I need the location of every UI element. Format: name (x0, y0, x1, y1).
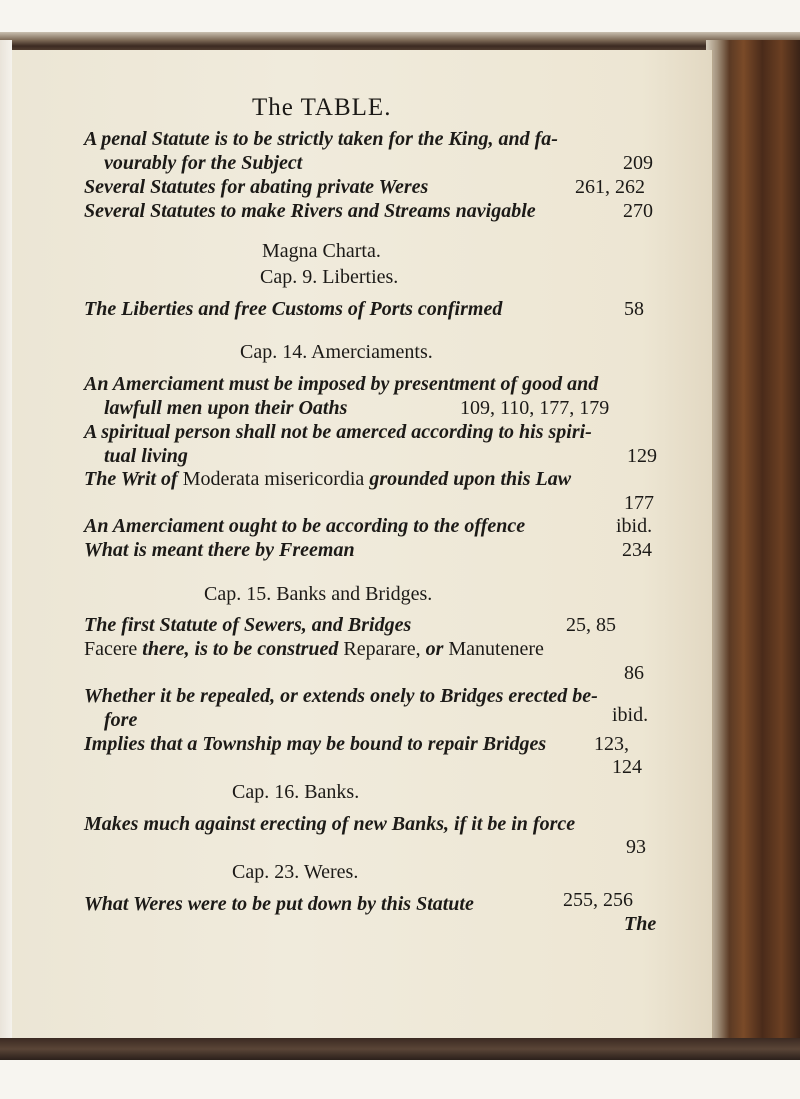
entry-text: What Weres were to be put down by this Statute (84, 893, 474, 915)
entry-text-italic: grounded upon this Law (369, 468, 572, 490)
entry-text: lawfull men upon their Oaths (104, 397, 348, 419)
catchword: The (624, 913, 657, 935)
entry-text-italic: there, is to be construed (142, 638, 339, 660)
entry-page: 25, 85 (566, 614, 616, 636)
entry-page: ibid. (616, 515, 653, 537)
entry-page: 234 (622, 539, 652, 561)
entry-page: 86 (624, 662, 644, 684)
entry-text-roman: Reparare, (343, 638, 421, 660)
entry-text: Makes much against erecting of new Banks, if it be in force (84, 813, 576, 835)
entry-page: 123, (594, 733, 629, 755)
entry-text: A penal Statute is to be strictly taken for the King, and fa- (84, 128, 558, 150)
book-spine (706, 40, 800, 1050)
book-edge-bottom (0, 1038, 800, 1060)
entry-page: 58 (624, 298, 644, 320)
entry-text: Implies that a Township may be bound to repair Bridges (84, 733, 547, 755)
entry-text-italic: or (425, 638, 444, 660)
entry-text: vourably for the Subject (104, 152, 303, 174)
chapter-heading: Cap. 23. Weres. (232, 861, 359, 883)
section-heading: Magna Charta. (262, 240, 381, 262)
entry-text-roman: Manutenere (448, 638, 544, 660)
entry-text: tual living (104, 445, 188, 467)
entry-page: 255, 256 (563, 889, 633, 911)
chapter-heading: Cap. 9. Liberties. (260, 266, 399, 288)
chapter-heading: Cap. 14. Amerciaments. (240, 341, 433, 363)
entry-page: 124 (612, 756, 642, 778)
entry-page: 129 (627, 445, 657, 467)
entry-page: 209 (623, 152, 653, 174)
entry-page: 109, 110, 177, 179 (460, 397, 610, 419)
entry-text: The first Statute of Sewers, and Bridges (84, 614, 412, 636)
entry-text: What is meant there by Freeman (84, 539, 355, 561)
book-edge-top (0, 32, 800, 52)
entry-page: 261, 262 (575, 176, 645, 198)
page-title: The TABLE. (252, 94, 392, 121)
entry-text-roman: Moderata misericordia (182, 468, 365, 490)
entry-text-italic: The Writ of (84, 468, 178, 490)
entry-text: The Liberties and free Customs of Ports confirmed (84, 298, 503, 320)
chapter-heading: Cap. 15. Banks and Bridges. (204, 583, 433, 605)
entry-text: Several Statutes for abating private Weres (84, 176, 429, 198)
entry-page: 270 (623, 200, 653, 222)
chapter-heading: Cap. 16. Banks. (232, 781, 360, 803)
entry-text: A spiritual person shall not be amerced according to his spiri- (84, 421, 592, 443)
entry-page: ibid. (612, 704, 649, 726)
entry-text: Whether it be repealed, or extends onely to Bridges erected be- (84, 685, 598, 707)
entry-text: fore (104, 709, 138, 731)
entry-page: 93 (626, 836, 646, 858)
entry-text: An Amerciament must be imposed by presentment of good and (84, 373, 599, 395)
entry-text (84, 467, 571, 491)
entry-text: Several Statutes to make Rivers and Streams navigable (84, 200, 536, 222)
book-edge-left (0, 40, 12, 1050)
entry-text (84, 637, 544, 661)
entry-text-roman: Facere (84, 638, 138, 660)
entry-page: 177 (624, 492, 654, 514)
entry-text: An Amerciament ought to be according to the offence (84, 515, 526, 537)
